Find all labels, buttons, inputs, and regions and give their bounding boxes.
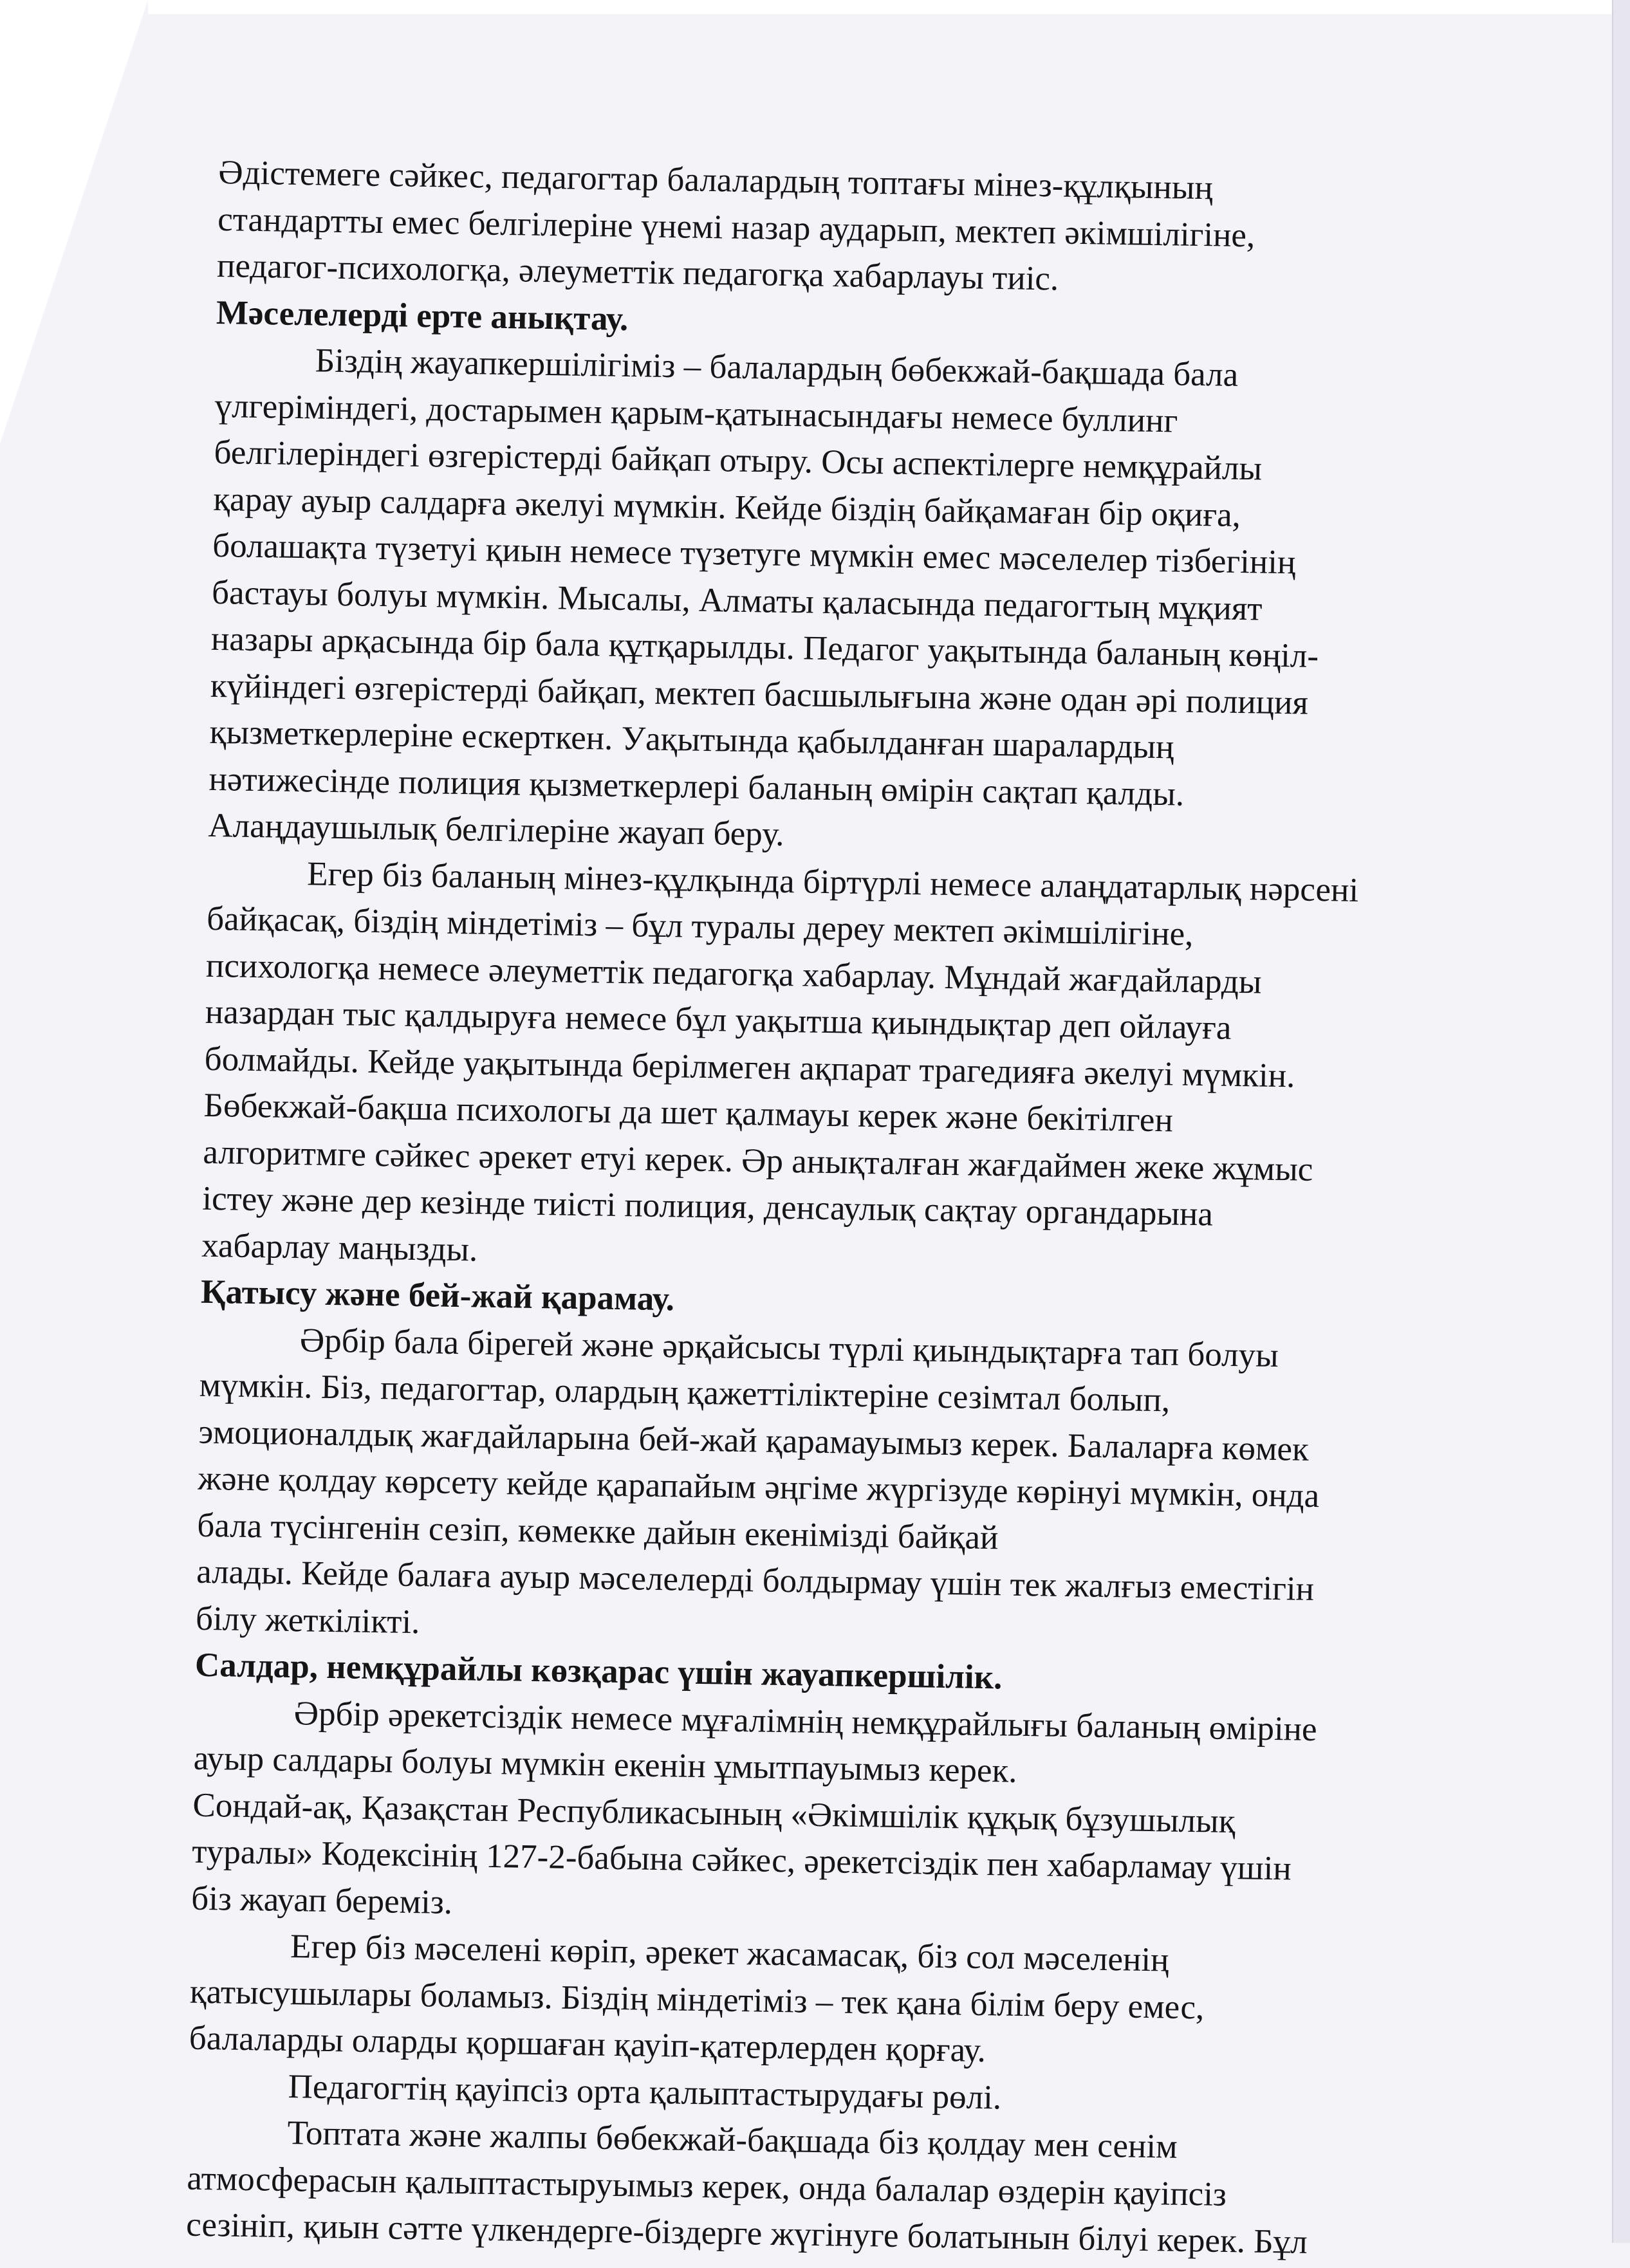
text-line: Әрбір бала бірегей және әрқайсысы түрлі қиындықтарға тап болуы <box>299 1321 1279 1374</box>
text-line: қызметкерлеріне ескерткен. Уақытында қабылданған шаралардың <box>209 713 1174 766</box>
text-line: Біздің жауапкершілігіміз – балалардың бөбекжай-бақшада бала <box>315 342 1239 394</box>
text-line: және қолдау көрсету кейде қарапайым әңгіме жүргізуде көрінуі мүмкін, онда <box>198 1459 1320 1515</box>
document-page <box>186 149 1467 2268</box>
text-line: балаларды оларды қоршаған қауіп-қатерлерден қорғау. <box>189 2019 986 2070</box>
text-line: педагог-психологқа, әлеуметтік педагогқа хабарлауы тиіс. <box>216 246 1059 298</box>
text-line: алады. Кейде балаға ауыр мәселелерді болдырмау үшін тек жалғыз еместігін <box>196 1553 1315 1609</box>
text-line: Әрбір әрекетсіздік немесе мұғалімнің немқұрайлығы баланың өміріне <box>293 1694 1318 1748</box>
scan-top-edge <box>148 0 1613 14</box>
text-line: күйіндегі өзгерістерді байқап, мектеп басшылығына және одан әрі полиция <box>210 667 1309 722</box>
text-line: Егер біз баланың мінез-құлқында біртүрлі немесе алаңдатарлық нәрсені <box>306 854 1359 909</box>
text-line: ауыр салдары болуы мүмкін екенін ұмытпауымыз керек. <box>193 1739 1018 1790</box>
text-line: стандартты емес белгілеріне үнемі назар аударып, мектеп әкімшілігіне, <box>217 200 1255 254</box>
text-line: болашақта түзетуі қиын немесе түзетуге мүмкін емес мәселелер тізбегінің <box>212 526 1296 582</box>
scan-folded-corner <box>0 0 148 444</box>
section-heading: Салдар, немқұрайлы көзқарас үшін жауапкершілік. <box>194 1646 1003 1697</box>
text-line: Топтата және жалпы бөбекжай-бақшада біз қолдау мен сенім <box>287 2114 1178 2166</box>
text-line: байқасақ, біздің міндетіміз – бұл туралы дереу мектеп әкімшілігіне, <box>206 899 1194 953</box>
text-line: үлгеріміндегі, достарымен қарым-қатынасындағы немесе буллинг <box>214 387 1178 439</box>
text-line: психологқа немесе әлеуметтік педагогқа хабарлау. Мұндай жағдайларды <box>205 946 1263 1001</box>
text-line: белгілеріндегі өзгерістерді байқап отыру. Осы аспектілерге немқұрайлы <box>214 433 1263 488</box>
text-line: Әдістемеге сәйкес, педагогтар балалардың топтағы мінез-құлқының <box>218 153 1214 207</box>
text-line: Егер біз мәселені көріп, әрекет жасамасақ, біз сол мәселенің <box>290 1928 1169 1979</box>
text-line: атмосферасын қалыптастыруымыз керек, онда балалар өздерін қауіпсіз <box>187 2159 1227 2213</box>
text-line: мүмкін. Біз, педагогтар, олардың қажеттіліктеріне сезімтал болып, <box>199 1366 1171 1419</box>
text-line: біз жауап береміз. <box>190 1879 453 1921</box>
text-line: нәтижесінде полиция қызметкерлері баланың өмірін сақтап қалды. <box>208 760 1185 813</box>
text-line: Сондай-ақ, Қазақстан Республикасының «Әкімшілік құқық бұзушылық <box>192 1786 1236 1840</box>
text-line: туралы» Кодексінің 127-2-бабына сәйкес, әрекетсіздік пен хабарламау үшін <box>191 1832 1292 1888</box>
text-line: қарау ауыр салдарға әкелуі мүмкін. Кейде біздің байқамаған бір оқиға, <box>213 480 1241 534</box>
section-heading: Қатысу және бей-жай қарамау. <box>200 1273 675 1318</box>
text-line: хабарлау маңызды. <box>201 1226 478 1269</box>
text-line: сезініп, қиын сәтте үлкендерге-біздерге жүгінуге болатынын білуі керек. Бұл <box>185 2206 1308 2261</box>
text-line: назардан тыс қалдыруға немесе бұл уақытша қиындықтар деп ойлауға <box>205 993 1232 1047</box>
text-line: білу жеткілікті. <box>195 1600 420 1641</box>
scan-right-edge <box>1612 0 1630 2243</box>
text-line: Педагогтің қауіпсіз орта қалыптастырудағы рөлі. <box>288 2067 1002 2116</box>
text-line: алгоритмге сәйкес әрекет етуі керек. Әр анықталған жағдаймен жеке жұмыс <box>203 1133 1313 1188</box>
text-line: істеу және дер кезінде тиісті полиция, денсаулық сақтау органдарына <box>201 1179 1214 1233</box>
text-line: болмайды. Кейде уақытында берілмеген ақпарат трагедияға әкелуі мүмкін. <box>204 1040 1295 1094</box>
text-line: бастауы болуы мүмкін. Мысалы, Алматы қаласында педагогтың мұқият <box>211 573 1263 628</box>
text-line: бала түсінгенін сезіп, көмекке дайын екенімізді байқай <box>196 1506 999 1556</box>
text-line: қатысушылары боламыз. Біздің міндетіміз – тек қана білім беру емес, <box>189 1973 1205 2026</box>
section-heading: Мәселелерді ерте анықтау. <box>216 293 629 338</box>
text-line: Бөбекжай-бақша психологы да шет қалмауы керек және бекітілген <box>203 1086 1174 1139</box>
text-line: Алаңдаушылық белгілеріне жауап беру. <box>208 806 784 853</box>
text-line: назары арқасында бір бала құтқарылды. Педагог уақытында баланың көңіл- <box>210 620 1319 675</box>
text-line: эмоционалдық жағдайларына бей-жай қарамауымыз керек. Балаларға көмек <box>198 1413 1310 1468</box>
